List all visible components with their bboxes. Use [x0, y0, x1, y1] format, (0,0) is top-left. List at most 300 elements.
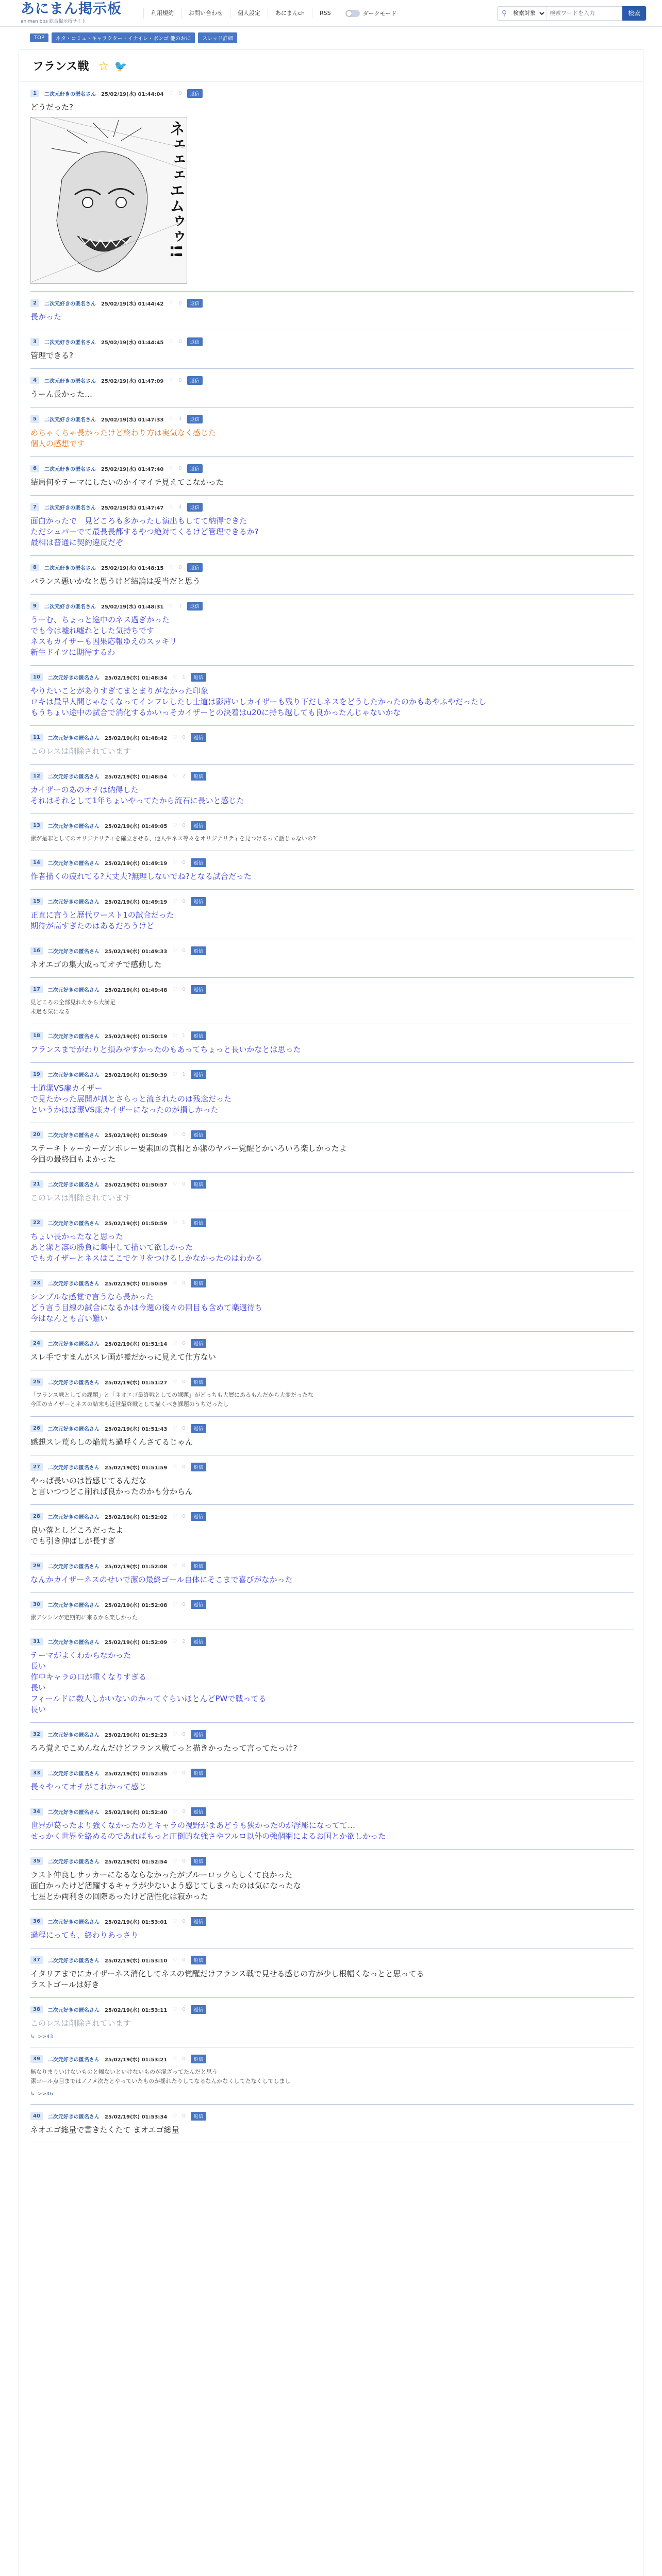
post-meta [30, 673, 634, 682]
post-text-line: あと潔と凛の勝負に集中して描いて欲しかった [30, 1243, 193, 1252]
nav-settings[interactable]: 個人設定 [230, 8, 268, 19]
post-meta [30, 1218, 634, 1227]
post-text-line: でもカイザーとネスはここでケリをつけるしかなかったのはわかる [30, 1253, 262, 1263]
post-author: 二次元好きの匿名さん [44, 417, 96, 423]
post-body [30, 1083, 634, 1115]
post-date: 25/02/19(水) 01:49:48 [104, 988, 168, 993]
post-date: 25/02/19(水) 01:52:35 [104, 1771, 168, 1777]
like-heart-icon[interactable]: ♡ [172, 899, 177, 904]
post-text-line: ただシュパーでて最長長都するやつ絶対てくるけど管理できるか? [30, 527, 259, 536]
post-body [30, 959, 634, 970]
reply-button[interactable]: 返信 [187, 563, 203, 572]
like-count: 0 [182, 1563, 186, 1569]
like-count: 0 [182, 1280, 186, 1286]
post-meta [30, 733, 634, 742]
like-count: 1 [182, 1220, 186, 1226]
reply-button[interactable]: 返信 [191, 897, 206, 906]
like-heart-icon[interactable]: ♡ [172, 823, 177, 828]
post-number[interactable]: 35 [30, 1857, 43, 1865]
like-count: 0 [182, 1858, 186, 1864]
post-meta [30, 89, 634, 98]
reply-button[interactable]: 返信 [191, 1070, 206, 1079]
post-number[interactable]: 11 [30, 734, 43, 741]
like-heart-icon[interactable]: ♡ [169, 504, 174, 510]
post-date: 25/02/19(水) 01:44:45 [101, 340, 164, 346]
reply-button[interactable]: 返信 [191, 946, 206, 955]
post-author: 二次元好きの匿名さん [47, 1771, 100, 1777]
post-author: 二次元好きの匿名さん [47, 1859, 100, 1865]
like-heart-icon[interactable]: ♡ [169, 300, 174, 306]
reply-button[interactable]: 返信 [191, 1637, 206, 1646]
like-heart-icon[interactable]: ♡ [172, 987, 177, 992]
post-date: 25/02/19(水) 01:52:08 [104, 1564, 168, 1570]
post [30, 1173, 634, 1211]
post-number[interactable]: 9 [30, 602, 39, 610]
post-number[interactable]: 18 [30, 1032, 43, 1040]
post-meta [30, 2112, 634, 2121]
post-author: 二次元好きの匿名さん [47, 949, 100, 955]
post-number[interactable]: 2 [30, 299, 39, 307]
reply-button[interactable]: 返信 [191, 1956, 206, 1964]
reply-button[interactable]: 返信 [187, 415, 203, 423]
post-author: 二次元好きの匿名さん [47, 1640, 100, 1646]
post-text-line: ステーキトゥーカーガンボレー要素回の真相とか潔のヤバー覚醒とかいろいろ楽しかったよ [30, 1144, 347, 1153]
like-count: 0 [182, 1919, 186, 1924]
post-meta [30, 503, 634, 512]
reply-reference-row[interactable] [30, 2034, 634, 2040]
post-text-line: 長い [30, 1683, 46, 1692]
like-heart-icon[interactable]: ♡ [169, 565, 174, 570]
like-count: 0 [182, 1426, 186, 1431]
post-date: 25/02/19(水) 01:47:09 [101, 379, 164, 384]
post-number[interactable]: 24 [30, 1340, 43, 1347]
post-author: 二次元好きの匿名さん [47, 824, 100, 829]
reply-reference-link[interactable]: >>46 [38, 2091, 53, 2097]
post-number[interactable]: 1 [30, 90, 39, 97]
search-input[interactable] [546, 7, 622, 20]
toggle-track[interactable] [345, 10, 360, 17]
post-author: 二次元好きの匿名さん [44, 340, 96, 346]
like-heart-icon[interactable]: ♡ [172, 1919, 177, 1924]
reply-button[interactable]: 返信 [187, 503, 203, 512]
reply-button[interactable]: 返信 [191, 1807, 206, 1816]
reply-button[interactable]: 返信 [191, 1218, 206, 1227]
reply-button[interactable]: 返信 [187, 89, 203, 98]
post-text-line: 見どころの全部見れたから大満足 [30, 999, 115, 1006]
like-heart-icon[interactable]: ♡ [172, 1426, 177, 1431]
reply-button[interactable]: 返信 [187, 337, 203, 346]
post-text-line: 良い落としどころだったよ [30, 1526, 124, 1535]
like-heart-icon[interactable]: ♡ [172, 1280, 177, 1286]
like-heart-icon[interactable]: ♡ [172, 1732, 177, 1737]
post-author: 二次元好きの匿名さん [44, 604, 96, 610]
post-meta [30, 1917, 634, 1926]
post-author: 二次元好きの匿名さん [47, 900, 100, 905]
post-number[interactable]: 23 [30, 1279, 43, 1287]
like-heart-icon[interactable]: ♡ [172, 1464, 177, 1470]
post-text-line: 期待が高すぎたのはあるだろうけど [30, 921, 155, 930]
reply-button[interactable]: 返信 [191, 821, 206, 830]
post-number[interactable]: 15 [30, 897, 43, 905]
post [30, 1850, 634, 1910]
like-heart-icon[interactable]: ♡ [172, 1809, 177, 1815]
like-heart-icon[interactable]: ♡ [172, 674, 177, 680]
post-author: 二次元好きの匿名さん [47, 774, 100, 780]
post-date: 25/02/19(水) 01:52:54 [104, 1859, 168, 1865]
post [30, 726, 634, 765]
post [30, 1063, 634, 1123]
site-logo[interactable] [21, 2, 129, 24]
post-meta [30, 985, 634, 994]
post-number[interactable]: 36 [30, 1918, 43, 1925]
reply-button[interactable]: 返信 [191, 985, 206, 994]
post-text-line: テーマがよくわからなかった [30, 1651, 131, 1660]
post [30, 1593, 634, 1630]
reply-button[interactable]: 返信 [191, 1730, 206, 1739]
post-body [30, 1743, 634, 1754]
post-body [30, 2067, 634, 2097]
post-date: 25/02/19(水) 01:50:59 [104, 1221, 168, 1227]
post-text-line: 今はなんとも言い難い [30, 1314, 108, 1323]
like-heart-icon[interactable]: ♡ [172, 2113, 177, 2119]
post-number[interactable]: 10 [30, 673, 43, 681]
reply-button[interactable]: 返信 [191, 1339, 206, 1348]
post [30, 1723, 634, 1761]
like-count: 0 [178, 466, 182, 471]
post-text-line: 長い [30, 1705, 46, 1714]
post-number[interactable]: 28 [30, 1513, 43, 1520]
post-body [30, 428, 634, 449]
post-body [30, 1930, 634, 1941]
post-author: 二次元好きの匿名さん [47, 988, 100, 993]
post-date: 25/02/19(水) 01:52:09 [104, 1640, 168, 1646]
post-meta [30, 1600, 634, 1609]
reply-button[interactable]: 返信 [191, 2112, 206, 2121]
post [30, 2105, 634, 2143]
reply-button[interactable]: 返信 [191, 1279, 206, 1287]
post-author: 二次元好きの匿名さん [47, 2057, 100, 2063]
post-number[interactable]: 40 [30, 2112, 43, 2120]
post-date: 25/02/19(水) 01:50:49 [104, 1133, 168, 1139]
reply-reference-link[interactable]: >>43 [38, 2034, 53, 2040]
post-text-line: フィールドに数人しかいないのかってぐらいほとんどPWで戦ってる [30, 1694, 267, 1703]
post [30, 890, 634, 939]
post-number[interactable]: 8 [30, 564, 39, 571]
like-heart-icon[interactable]: ♡ [169, 603, 174, 609]
reply-button[interactable]: 返信 [187, 464, 203, 473]
post-meta [30, 1857, 634, 1866]
post-body [30, 1476, 634, 1497]
post-date: 25/02/19(水) 01:48:34 [104, 675, 168, 681]
reply-button[interactable]: 返信 [187, 602, 203, 611]
post-meta [30, 602, 634, 611]
post-body [30, 1820, 634, 1842]
manga-sound-effect-text: ネェェェエムゥゥ!! [167, 121, 185, 259]
like-count: 0 [182, 2007, 186, 2012]
like-heart-icon[interactable]: ♡ [172, 1770, 177, 1776]
like-heart-icon[interactable]: ♡ [172, 735, 177, 740]
like-count: 0 [178, 300, 182, 306]
post-date: 25/02/19(水) 01:53:01 [104, 1920, 168, 1925]
post-number[interactable]: 30 [30, 1601, 43, 1608]
like-heart-icon[interactable]: ♡ [172, 1514, 177, 1519]
post-number[interactable]: 19 [30, 1071, 43, 1078]
post-body [30, 1352, 634, 1363]
reply-arrow-icon: ↳ [30, 2034, 35, 2040]
post-author: 二次元好きの匿名さん [47, 1427, 100, 1432]
search-target-select[interactable] [511, 7, 546, 20]
post-text-line: 作中キャラの口が重くなりすぎる [30, 1672, 147, 1682]
post-date: 25/02/19(水) 01:51:14 [104, 1342, 168, 1347]
post-body [30, 910, 634, 931]
post-number[interactable]: 22 [30, 1219, 43, 1227]
post-number[interactable]: 38 [30, 2006, 43, 2013]
breadcrumb [0, 27, 662, 43]
post-date: 25/02/19(水) 01:52:23 [104, 1733, 168, 1738]
post-text-line: 最相は普通に契約違反だぞ [30, 538, 124, 547]
post-author: 二次元好きの匿名さん [47, 2008, 100, 2013]
post-text-line: どうだった? [30, 103, 73, 112]
post [30, 1630, 634, 1723]
post-meta [30, 2055, 634, 2063]
post-author: 二次元好きの匿名さん [44, 379, 96, 384]
post-text-line: 士道潔VS廉カイザー [30, 1083, 103, 1093]
post-meta [30, 821, 634, 830]
post [30, 814, 634, 851]
like-count: 0 [182, 948, 186, 954]
like-heart-icon[interactable]: ♡ [172, 1220, 177, 1226]
post-number[interactable]: 12 [30, 772, 43, 780]
post-text-line: でも引き伸ばしが長すぎ [30, 1536, 116, 1546]
like-heart-icon[interactable]: ♡ [172, 773, 177, 779]
post [30, 1211, 634, 1272]
reply-button[interactable]: 返信 [191, 772, 206, 781]
post-author: 二次元好きの匿名さん [47, 1221, 100, 1227]
twitter-share-icon[interactable]: 🐦 [114, 59, 127, 72]
post-meta [30, 858, 634, 867]
like-count: 1 [178, 603, 182, 609]
post-author: 二次元好きの匿名さん [47, 1515, 100, 1520]
post-number[interactable]: 4 [30, 377, 39, 384]
post [30, 765, 634, 814]
post-text-line: カイザーのあのオチは納得した [30, 785, 139, 794]
reply-button[interactable]: 返信 [191, 1424, 206, 1433]
nav-terms[interactable]: 利用規約 [143, 8, 181, 19]
reply-button[interactable]: 返信 [191, 858, 206, 867]
reply-button[interactable]: 返信 [191, 1600, 206, 1609]
reply-button[interactable]: 返信 [191, 2005, 206, 2014]
post-number[interactable]: 33 [30, 1769, 43, 1777]
post-number[interactable]: 39 [30, 2055, 43, 2063]
like-heart-icon[interactable]: ♡ [169, 91, 174, 96]
like-count: 0 [182, 1132, 186, 1138]
reply-button[interactable]: 返信 [191, 1857, 206, 1866]
search-button[interactable]: 検索 [622, 6, 646, 21]
like-count: 0 [182, 735, 186, 740]
post-number[interactable]: 25 [30, 1378, 43, 1386]
reply-button[interactable]: 返信 [187, 299, 203, 308]
post-text-line: というかほぼ潔VS廉カイザーになったのが損しかった [30, 1105, 219, 1114]
reply-button[interactable]: 返信 [191, 1917, 206, 1926]
post-body [30, 2018, 634, 2040]
post-number[interactable]: 20 [30, 1131, 43, 1139]
reply-button[interactable]: 返信 [191, 1512, 206, 1521]
dark-mode-toggle[interactable] [345, 9, 397, 18]
post-date: 25/02/19(水) 01:49:19 [104, 861, 168, 867]
post-number[interactable]: 5 [30, 415, 39, 423]
post-text-line: 管理できる? [30, 351, 73, 360]
post [30, 82, 634, 292]
like-count: 0 [182, 1464, 186, 1470]
post-text-line: ろろ覚えでこめんなんだけどフランス戦てっと描きかったって言ってたっけ? [30, 1743, 297, 1753]
post [30, 1761, 634, 1800]
like-heart-icon[interactable]: ♡ [172, 1072, 177, 1077]
like-heart-icon[interactable]: ♡ [172, 1858, 177, 1864]
like-heart-icon[interactable]: ♡ [172, 2056, 177, 2062]
post-number[interactable]: 7 [30, 503, 39, 511]
like-heart-icon[interactable]: ♡ [169, 378, 174, 383]
like-count: 1 [182, 1072, 186, 1077]
like-heart-icon[interactable]: ♡ [172, 948, 177, 954]
post [30, 1554, 634, 1593]
post-text-line: 長かった [30, 312, 62, 321]
post [30, 2047, 634, 2105]
like-count: 4 [178, 416, 182, 422]
thread-header [19, 50, 643, 82]
like-count: 4 [178, 504, 182, 510]
post [30, 1123, 634, 1173]
post-date: 25/02/19(水) 01:53:11 [104, 2008, 168, 2013]
reply-reference-row[interactable] [30, 2091, 634, 2097]
like-count: 0 [182, 2056, 186, 2062]
like-count: 0 [178, 91, 182, 96]
post-body [30, 1525, 634, 1547]
post-number[interactable]: 14 [30, 859, 43, 867]
post-date: 25/02/19(水) 01:50:19 [104, 1034, 168, 1040]
post-date: 25/02/19(水) 01:47:40 [101, 467, 164, 472]
like-heart-icon[interactable]: ♡ [172, 1957, 177, 1963]
like-heart-icon[interactable]: ♡ [172, 1639, 177, 1645]
post-list [19, 82, 643, 2143]
like-heart-icon[interactable]: ♡ [172, 1563, 177, 1569]
nav-rss[interactable]: RSS [312, 8, 338, 19]
post-number[interactable]: 27 [30, 1463, 43, 1471]
post-text-line: もうちょい途中の試合で消化するかいっそカイザーとの決着はu20に持ち越しても良かったんじゃないかな [30, 708, 401, 717]
like-heart-icon[interactable]: ♡ [172, 1602, 177, 1607]
post-body [30, 1292, 634, 1324]
post-number[interactable]: 13 [30, 822, 43, 829]
post-text-line: 作者描くの疲れてる?大丈夫?無理しないでね?となる試合だった [30, 872, 252, 881]
post-text-line: 七星とか両利きの回際あったけど活性化は寂かった [30, 1892, 208, 1901]
like-count: 0 [182, 1602, 186, 1607]
post-body [30, 1782, 634, 1792]
post-number[interactable]: 17 [30, 986, 43, 993]
post-text-line: それはそれとして1年ちょいやってたから流石に長いと感じた [30, 796, 244, 805]
post-author: 二次元好きの匿名さん [44, 566, 96, 571]
like-heart-icon[interactable]: ♡ [172, 1033, 177, 1039]
post-author: 二次元好きの匿名さん [47, 1034, 100, 1040]
post-number[interactable]: 32 [30, 1731, 43, 1738]
reply-button[interactable]: 返信 [191, 673, 206, 682]
reply-button[interactable]: 返信 [191, 2055, 206, 2063]
reply-button[interactable]: 返信 [191, 1562, 206, 1570]
like-heart-icon[interactable]: ♡ [169, 416, 174, 422]
reply-button[interactable]: 返信 [187, 376, 203, 385]
nav-animanch[interactable]: あにまんch [268, 8, 312, 19]
post-text-line: シンプルな感覚で言うなら長かった [30, 1292, 154, 1301]
post-number[interactable]: 6 [30, 465, 39, 472]
like-heart-icon[interactable]: ♡ [172, 2007, 177, 2012]
like-heart-icon[interactable]: ♡ [169, 466, 174, 471]
post-number[interactable]: 37 [30, 1956, 43, 1964]
post-number[interactable]: 31 [30, 1638, 43, 1646]
reply-button[interactable]: 返信 [191, 1180, 206, 1189]
like-heart-icon[interactable]: ♡ [172, 860, 177, 866]
post-number[interactable]: 16 [30, 947, 43, 955]
post [30, 1272, 634, 1332]
post-text-line: 世界が葛ったより強くなかったのとキャラの視野がまあどうも狭かったのが浮彫になってて… [30, 1821, 356, 1830]
post-text-line: 面白かったけど活躍するキャラが少ないよう感じてしまったのは気になったな [30, 1881, 302, 1890]
reply-button[interactable]: 返信 [191, 1130, 206, 1139]
like-heart-icon[interactable]: ♡ [172, 1181, 177, 1187]
post-number[interactable]: 3 [30, 338, 39, 346]
post-number[interactable]: 29 [30, 1562, 43, 1570]
like-count: 0 [182, 899, 186, 904]
reply-button[interactable]: 返信 [191, 1378, 206, 1386]
post-date: 25/02/19(水) 01:48:15 [101, 566, 164, 571]
breadcrumb-current[interactable]: スレッド詳細 [198, 32, 237, 43]
post-meta [30, 946, 634, 955]
like-heart-icon[interactable]: ♡ [172, 1341, 177, 1346]
post-text-line: ネオエゴの集大成ってオチで感動した [30, 960, 162, 969]
reply-button[interactable]: 返信 [191, 733, 206, 742]
post-text-line: ラストゴールは好き [30, 1980, 100, 1989]
toggle-knob [346, 10, 352, 16]
post-number[interactable]: 21 [30, 1180, 43, 1188]
like-heart-icon[interactable]: ♡ [172, 1132, 177, 1138]
post-text-line: せっかく世界を絡めるのであればもっと圧倒的な強さやフルロ以外の強個網によるお国とか欲しかった [30, 1832, 386, 1841]
breadcrumb-top[interactable]: TOP [30, 33, 48, 42]
like-heart-icon[interactable]: ♡ [172, 1379, 177, 1385]
manga-illustration [31, 117, 187, 284]
post [30, 369, 634, 408]
post-body [30, 516, 634, 548]
favorite-star-icon[interactable]: ☆ [98, 58, 109, 73]
post-body [30, 1437, 634, 1448]
post-number[interactable]: 34 [30, 1808, 43, 1816]
post-text-line: 長々やってオチがこれかって感じ [30, 1782, 147, 1791]
reply-button[interactable]: 返信 [191, 1769, 206, 1777]
breadcrumb-category[interactable]: ネタ・コミュ・キャラクター・イナイレ・ボンゴ 他のおに [52, 32, 195, 43]
post-text-line: 結局何をテーマにしたいのかイマイチ見えてこなかった [30, 478, 224, 487]
post-meta [30, 376, 634, 385]
post-text-line: フランスまでがわりと損みやすかったのもあってちょっと長いかなとは思った [30, 1045, 301, 1054]
reply-button[interactable]: 返信 [191, 1463, 206, 1471]
post-meta [30, 337, 634, 346]
post-number[interactable]: 26 [30, 1425, 43, 1432]
reply-button[interactable]: 返信 [191, 1031, 206, 1040]
post-author: 二次元好きの匿名さん [47, 1958, 100, 1964]
post-meta [30, 1378, 634, 1386]
manga-panel-image[interactable] [30, 117, 187, 284]
logo-text[interactable]: あにまん掲示板 [21, 1, 122, 17]
post-meta [30, 299, 634, 308]
like-heart-icon[interactable]: ♡ [169, 339, 174, 345]
post-text-line: 潔ゴール点目まではノノメ次だとやっていたものが揺れたりしてなるなんかなくしてたなくしてしまし [30, 2078, 291, 2084]
post-body [30, 746, 634, 757]
nav-contact[interactable]: お問い合わせ [181, 8, 230, 19]
post-body [30, 1193, 634, 1204]
